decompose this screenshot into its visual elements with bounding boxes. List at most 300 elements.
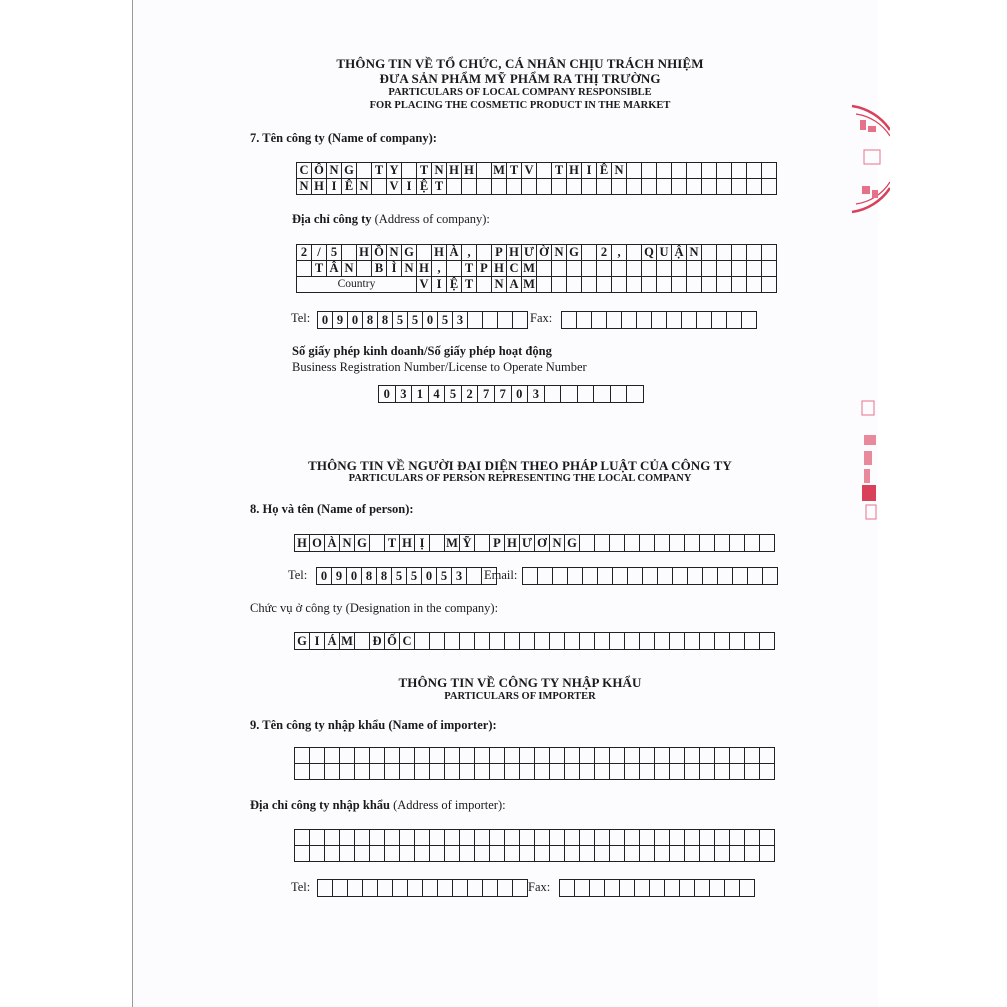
grid-cell[interactable]: N — [550, 535, 565, 552]
grid-cell[interactable] — [685, 830, 700, 846]
grid-cell[interactable] — [762, 179, 777, 195]
grid-cell[interactable] — [610, 535, 625, 552]
grid-cell[interactable] — [430, 633, 445, 650]
grid-cell[interactable]: M — [493, 163, 505, 178]
grid-cell[interactable] — [561, 386, 578, 403]
grid-cell[interactable] — [415, 846, 430, 862]
grid-cell[interactable] — [477, 179, 492, 195]
grid-cell[interactable] — [730, 633, 745, 650]
grid-cell[interactable] — [715, 764, 730, 780]
grid-cell[interactable] — [607, 312, 622, 329]
grid-cell[interactable] — [760, 633, 775, 650]
grid-cell[interactable]: / — [312, 245, 327, 261]
grid-cell[interactable] — [657, 277, 672, 293]
grid-cell[interactable] — [700, 535, 715, 552]
grid-cell[interactable]: A — [507, 277, 522, 293]
grid-cell[interactable] — [625, 846, 640, 862]
grid-cell[interactable] — [762, 245, 777, 261]
grid-cell[interactable] — [650, 880, 665, 897]
grid-cell[interactable] — [762, 261, 777, 277]
grid-cell[interactable] — [310, 846, 325, 862]
grid-cell[interactable] — [717, 179, 732, 195]
grid-cell[interactable] — [687, 179, 702, 195]
grid-cell[interactable] — [685, 748, 700, 764]
grid-cell[interactable] — [523, 568, 538, 585]
company-address-grid[interactable] — [296, 244, 777, 293]
grid-cell[interactable] — [295, 748, 310, 764]
grid-cell[interactable] — [742, 312, 757, 329]
grid-cell[interactable]: N — [340, 535, 355, 552]
grid-cell[interactable] — [535, 764, 550, 780]
grid-cell[interactable]: 7 — [478, 386, 495, 403]
grid-cell[interactable]: T — [552, 163, 567, 179]
grid-cell[interactable] — [635, 880, 650, 897]
grid-cell[interactable]: T — [462, 261, 477, 277]
grid-cell[interactable] — [550, 764, 565, 780]
grid-cell[interactable] — [580, 846, 595, 862]
grid-cell[interactable] — [445, 764, 460, 780]
grid-cell[interactable] — [700, 830, 715, 846]
grid-cell[interactable] — [595, 846, 610, 862]
grid-cell[interactable] — [550, 830, 565, 846]
grid-cell[interactable]: 4 — [428, 386, 445, 403]
grid-cell[interactable]: U — [657, 245, 672, 261]
grid-cell[interactable] — [498, 312, 513, 329]
grid-cell[interactable] — [490, 764, 505, 780]
grid-cell[interactable]: O — [310, 535, 325, 552]
grid-cell[interactable] — [415, 830, 430, 846]
grid-cell[interactable] — [577, 386, 594, 403]
grid-cell[interactable] — [370, 830, 385, 846]
grid-cell[interactable] — [460, 748, 475, 764]
grid-cell[interactable] — [535, 748, 550, 764]
grid-cell[interactable] — [695, 880, 710, 897]
grid-cell[interactable] — [355, 748, 370, 764]
grid-cell[interactable] — [628, 568, 643, 585]
grid-cell[interactable]: Ố — [385, 633, 400, 650]
grid-cell[interactable] — [625, 633, 640, 650]
grid-cell[interactable] — [355, 846, 370, 862]
grid-cell[interactable]: G — [402, 245, 417, 261]
grid-cell[interactable] — [477, 277, 492, 293]
grid-cell[interactable] — [513, 880, 528, 897]
grid-cell[interactable] — [295, 764, 310, 780]
grid-cell[interactable] — [505, 764, 520, 780]
grid-cell[interactable] — [745, 748, 760, 764]
grid-cell[interactable] — [665, 880, 680, 897]
grid-cell[interactable] — [550, 846, 565, 862]
grid-cell[interactable] — [717, 245, 732, 261]
grid-cell[interactable] — [620, 880, 635, 897]
grid-cell[interactable]: 5 — [392, 568, 407, 585]
grid-cell[interactable] — [625, 535, 640, 552]
grid-cell[interactable] — [715, 633, 730, 650]
company-name-grid[interactable] — [296, 162, 777, 195]
grid-cell[interactable]: 3 — [528, 386, 545, 403]
grid-cell[interactable] — [568, 568, 583, 585]
grid-cell[interactable] — [505, 830, 520, 846]
grid-cell[interactable]: H — [462, 163, 477, 179]
grid-cell[interactable]: À — [447, 245, 462, 261]
grid-cell[interactable] — [687, 163, 702, 179]
grid-cell[interactable] — [385, 748, 400, 764]
grid-cell[interactable]: 0 — [348, 312, 363, 329]
grid-cell[interactable] — [745, 535, 760, 552]
grid-cell[interactable] — [582, 179, 597, 195]
grid-cell[interactable] — [732, 261, 747, 277]
grid-cell[interactable] — [490, 748, 505, 764]
grid-cell[interactable] — [468, 880, 483, 897]
grid-cell[interactable] — [460, 846, 475, 862]
grid-cell[interactable] — [605, 880, 620, 897]
person-name-grid[interactable] — [294, 534, 775, 552]
grid-cell[interactable] — [640, 846, 655, 862]
grid-cell[interactable] — [595, 764, 610, 780]
grid-cell[interactable]: Ỹ — [460, 535, 475, 552]
grid-cell[interactable]: 0 — [317, 568, 332, 585]
grid-cell[interactable]: , — [612, 245, 627, 261]
grid-cell[interactable]: , — [462, 245, 477, 261]
grid-cell[interactable] — [430, 830, 445, 846]
grid-cell[interactable] — [670, 764, 685, 780]
grid-cell[interactable] — [702, 179, 717, 195]
grid-cell[interactable] — [627, 386, 644, 403]
grid-cell[interactable] — [613, 568, 628, 585]
grid-cell[interactable] — [657, 261, 672, 277]
grid-cell[interactable]: V — [417, 277, 432, 293]
grid-cell[interactable] — [498, 880, 513, 897]
grid-cell[interactable] — [595, 633, 610, 650]
grid-cell[interactable] — [460, 764, 475, 780]
grid-cell[interactable]: N — [552, 245, 567, 261]
importer-fax-grid[interactable] — [559, 879, 755, 897]
grid-cell[interactable]: 5 — [407, 568, 422, 585]
grid-cell[interactable] — [507, 179, 522, 195]
grid-cell[interactable]: Ệ — [447, 277, 462, 293]
grid-cell[interactable] — [505, 633, 520, 650]
grid-cell[interactable] — [565, 846, 580, 862]
grid-cell[interactable]: 8 — [378, 312, 393, 329]
grid-cell[interactable] — [355, 633, 370, 650]
grid-cell[interactable] — [567, 277, 582, 293]
grid-cell[interactable] — [642, 179, 657, 195]
grid-cell[interactable] — [747, 179, 762, 195]
grid-cell[interactable]: P — [477, 261, 492, 277]
grid-cell[interactable] — [400, 846, 415, 862]
grid-cell[interactable]: 2 — [461, 386, 478, 403]
grid-cell[interactable]: V — [522, 163, 537, 179]
grid-cell[interactable] — [715, 846, 730, 862]
grid-cell[interactable] — [565, 830, 580, 846]
grid-cell[interactable]: G — [295, 633, 310, 650]
grid-cell[interactable] — [460, 633, 475, 650]
grid-cell[interactable]: Ơ — [535, 535, 550, 552]
grid-cell[interactable] — [475, 748, 490, 764]
grid-cell[interactable]: G — [342, 163, 357, 179]
person-tel-grid[interactable] — [316, 567, 497, 585]
grid-cell[interactable] — [760, 830, 775, 846]
grid-cell[interactable]: I — [402, 179, 417, 195]
grid-cell[interactable]: 1 — [412, 386, 429, 403]
grid-cell[interactable] — [505, 846, 520, 862]
grid-cell[interactable] — [552, 179, 567, 195]
grid-cell[interactable] — [295, 846, 310, 862]
grid-cell[interactable] — [357, 163, 372, 179]
grid-cell[interactable]: H — [400, 535, 415, 552]
grid-cell[interactable] — [565, 633, 580, 650]
grid-cell[interactable]: P — [492, 245, 507, 261]
grid-cell[interactable] — [643, 568, 658, 585]
grid-cell[interactable] — [430, 748, 445, 764]
designation-grid[interactable] — [294, 632, 775, 650]
grid-cell[interactable] — [492, 179, 507, 195]
grid-cell[interactable] — [640, 535, 655, 552]
grid-cell[interactable] — [475, 846, 490, 862]
grid-cell[interactable] — [325, 846, 340, 862]
importer-address-grid[interactable] — [294, 829, 775, 862]
grid-cell[interactable] — [702, 163, 717, 179]
grid-cell[interactable] — [703, 568, 718, 585]
grid-cell[interactable]: V — [387, 179, 402, 195]
grid-cell[interactable] — [747, 163, 762, 179]
grid-cell[interactable] — [310, 764, 325, 780]
grid-cell[interactable] — [535, 633, 550, 650]
grid-cell[interactable] — [702, 277, 717, 293]
grid-cell[interactable] — [745, 830, 760, 846]
grid-cell[interactable] — [760, 748, 775, 764]
grid-cell[interactable] — [490, 846, 505, 862]
grid-cell[interactable] — [717, 163, 732, 179]
grid-cell[interactable] — [655, 846, 670, 862]
grid-cell[interactable]: H — [312, 179, 327, 195]
grid-cell[interactable] — [597, 179, 612, 195]
grid-cell[interactable] — [552, 261, 567, 277]
grid-cell[interactable] — [430, 764, 445, 780]
grid-cell[interactable] — [483, 880, 498, 897]
grid-cell[interactable] — [760, 846, 775, 862]
grid-cell[interactable] — [748, 568, 763, 585]
grid-cell[interactable] — [537, 179, 552, 195]
grid-cell[interactable] — [522, 179, 537, 195]
grid-cell[interactable]: T — [432, 179, 447, 195]
grid-cell[interactable] — [725, 880, 740, 897]
grid-cell[interactable] — [400, 748, 415, 764]
grid-cell[interactable] — [702, 245, 717, 261]
grid-cell[interactable] — [727, 312, 742, 329]
grid-cell[interactable]: N — [612, 163, 627, 179]
grid-cell[interactable]: 5 — [393, 312, 408, 329]
grid-cell[interactable] — [610, 633, 625, 650]
grid-cell[interactable]: Ậ — [672, 245, 687, 261]
grid-cell[interactable] — [595, 535, 610, 552]
grid-cell[interactable]: 9 — [333, 312, 348, 329]
grid-cell[interactable]: Ê — [342, 179, 357, 195]
grid-cell[interactable]: 9 — [332, 568, 347, 585]
grid-cell[interactable]: 0 — [511, 386, 528, 403]
grid-cell[interactable] — [297, 261, 312, 277]
grid-cell[interactable] — [535, 846, 550, 862]
grid-cell[interactable]: 5 — [408, 312, 423, 329]
grid-cell[interactable]: N — [432, 163, 447, 179]
grid-cell[interactable] — [385, 764, 400, 780]
grid-cell[interactable] — [673, 568, 688, 585]
grid-cell[interactable] — [612, 277, 627, 293]
grid-cell[interactable] — [423, 880, 438, 897]
grid-cell[interactable] — [672, 179, 687, 195]
grid-cell[interactable]: H — [492, 261, 507, 277]
grid-cell[interactable] — [763, 568, 778, 585]
grid-cell[interactable] — [640, 633, 655, 650]
grid-cell[interactable] — [577, 312, 592, 329]
grid-cell[interactable] — [730, 846, 745, 862]
grid-cell[interactable] — [700, 764, 715, 780]
grid-cell[interactable]: Á — [325, 633, 340, 650]
grid-cell[interactable] — [730, 535, 745, 552]
grid-cell[interactable] — [333, 880, 348, 897]
grid-cell[interactable] — [460, 830, 475, 846]
grid-cell[interactable]: 8 — [363, 312, 378, 329]
grid-cell[interactable] — [685, 764, 700, 780]
grid-cell[interactable]: H — [567, 163, 582, 179]
grid-cell[interactable] — [730, 764, 745, 780]
grid-cell[interactable] — [583, 568, 598, 585]
grid-cell[interactable] — [670, 846, 685, 862]
grid-cell[interactable]: 5 — [438, 312, 453, 329]
grid-cell[interactable]: G — [355, 535, 370, 552]
grid-cell[interactable]: G — [565, 535, 580, 552]
grid-cell[interactable] — [670, 748, 685, 764]
person-email-grid[interactable] — [522, 567, 778, 585]
grid-cell[interactable] — [467, 568, 482, 585]
grid-cell[interactable] — [325, 748, 340, 764]
grid-cell[interactable] — [658, 568, 673, 585]
grid-cell[interactable]: 5 — [437, 568, 452, 585]
grid-cell[interactable] — [483, 312, 498, 329]
grid-cell[interactable] — [310, 748, 325, 764]
license-number-grid[interactable] — [378, 385, 644, 403]
grid-cell[interactable]: 5 — [327, 245, 342, 261]
grid-cell[interactable]: C — [507, 261, 522, 277]
grid-cell[interactable]: À — [325, 535, 340, 552]
grid-cell[interactable] — [610, 386, 627, 403]
grid-cell[interactable]: T — [372, 163, 387, 179]
grid-cell[interactable] — [610, 830, 625, 846]
grid-cell[interactable] — [730, 830, 745, 846]
grid-cell[interactable] — [550, 633, 565, 650]
grid-cell[interactable] — [462, 179, 477, 195]
grid-cell[interactable] — [438, 880, 453, 897]
grid-cell[interactable] — [544, 386, 561, 403]
grid-cell[interactable] — [400, 764, 415, 780]
grid-cell[interactable] — [477, 163, 492, 179]
importer-name-grid[interactable] — [294, 747, 775, 780]
grid-cell[interactable] — [747, 277, 762, 293]
grid-cell[interactable] — [310, 830, 325, 846]
grid-cell[interactable] — [745, 633, 760, 650]
grid-cell[interactable] — [732, 245, 747, 261]
grid-cell[interactable] — [562, 312, 577, 329]
grid-cell[interactable] — [340, 846, 355, 862]
grid-cell[interactable] — [325, 764, 340, 780]
grid-cell[interactable]: Ô — [312, 163, 327, 179]
grid-cell[interactable] — [627, 277, 642, 293]
grid-cell[interactable] — [687, 261, 702, 277]
grid-cell[interactable] — [325, 830, 340, 846]
grid-cell[interactable] — [625, 748, 640, 764]
grid-cell[interactable] — [580, 633, 595, 650]
grid-cell[interactable] — [655, 830, 670, 846]
grid-cell[interactable] — [490, 633, 505, 650]
grid-cell[interactable] — [342, 245, 357, 261]
grid-cell[interactable] — [475, 830, 490, 846]
grid-cell[interactable]: 0 — [379, 386, 396, 403]
grid-cell[interactable] — [468, 312, 483, 329]
grid-cell[interactable] — [672, 261, 687, 277]
grid-cell[interactable] — [393, 880, 408, 897]
grid-cell[interactable] — [700, 846, 715, 862]
grid-cell[interactable] — [520, 830, 535, 846]
grid-cell[interactable] — [553, 568, 568, 585]
grid-cell[interactable] — [760, 535, 775, 552]
grid-cell[interactable] — [642, 277, 657, 293]
grid-cell[interactable] — [732, 277, 747, 293]
grid-cell[interactable]: N — [357, 179, 372, 195]
grid-cell[interactable] — [747, 261, 762, 277]
grid-cell[interactable] — [610, 764, 625, 780]
company-tel-grid[interactable] — [317, 311, 528, 329]
grid-cell[interactable] — [580, 748, 595, 764]
grid-cell[interactable] — [363, 880, 378, 897]
grid-cell[interactable]: Q — [642, 245, 657, 261]
company-fax-grid[interactable] — [561, 311, 757, 329]
grid-cell[interactable]: M — [523, 277, 535, 292]
grid-cell[interactable] — [627, 163, 642, 179]
grid-cell[interactable]: 3 — [395, 386, 412, 403]
grid-cell[interactable] — [717, 277, 732, 293]
grid-cell[interactable]: Đ — [370, 633, 385, 650]
grid-cell[interactable] — [582, 277, 597, 293]
grid-cell[interactable]: H — [432, 245, 447, 261]
grid-cell[interactable] — [355, 830, 370, 846]
grid-cell[interactable]: T — [312, 261, 327, 277]
grid-cell[interactable]: 2 — [597, 245, 612, 261]
grid-cell[interactable] — [747, 245, 762, 261]
grid-cell[interactable] — [740, 880, 755, 897]
grid-cell[interactable] — [597, 277, 612, 293]
grid-cell[interactable]: N — [297, 179, 312, 195]
grid-cell[interactable] — [560, 880, 575, 897]
grid-cell[interactable]: T — [417, 163, 432, 179]
grid-cell[interactable] — [538, 568, 553, 585]
grid-cell[interactable] — [667, 312, 682, 329]
grid-cell[interactable] — [520, 633, 535, 650]
grid-cell[interactable] — [575, 880, 590, 897]
grid-cell[interactable] — [730, 748, 745, 764]
grid-cell[interactable] — [370, 535, 385, 552]
grid-cell[interactable] — [415, 633, 430, 650]
grid-cell[interactable] — [640, 748, 655, 764]
grid-cell[interactable] — [745, 846, 760, 862]
grid-cell[interactable] — [687, 277, 702, 293]
grid-cell[interactable]: Ồ — [372, 245, 387, 261]
grid-cell[interactable] — [627, 245, 642, 261]
grid-cell[interactable]: Ì — [387, 261, 402, 277]
grid-cell[interactable] — [610, 846, 625, 862]
grid-cell[interactable] — [640, 764, 655, 780]
grid-cell[interactable] — [430, 535, 445, 552]
grid-cell[interactable] — [590, 880, 605, 897]
grid-cell[interactable]: Ờ — [537, 245, 552, 261]
